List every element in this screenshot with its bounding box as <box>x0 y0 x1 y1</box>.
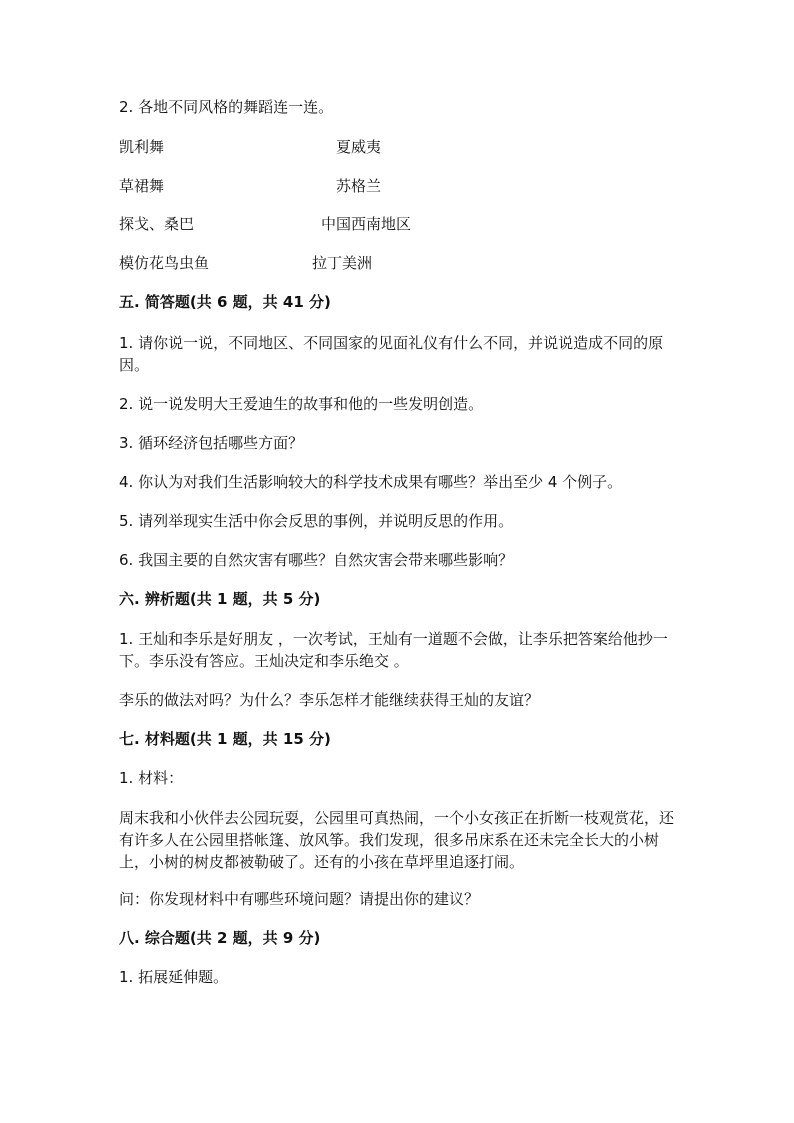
match-left-4: 模仿花鸟虫鱼 <box>119 254 210 272</box>
section-5-question-3: 3. 循环经济包括哪些方面？ <box>119 434 304 452</box>
section-8-heading: 八. 综合题(共 2 题，共 9 分) <box>119 929 321 947</box>
match-right-1: 夏威夷 <box>336 138 382 156</box>
section-7-question: 问：你发现材料中有哪些环境问题？请提出你的建议？ <box>119 890 480 908</box>
section-6-question-1: 1. 王灿和李乐是好朋友 ，一次考试，王灿有一道题不会做，让李乐把答案给他抄一下。李乐没有答应。王灿决定和李乐绝交 。 <box>119 630 668 670</box>
match-right-3: 中国西南地区 <box>321 215 412 233</box>
section-5-question-2: 2. 说一说发明大王爱迪生的故事和他的一些发明创造。 <box>119 395 484 413</box>
section-7-heading: 七. 材料题(共 1 题，共 15 分) <box>119 730 331 748</box>
section-6-question-1-followup: 李乐的做法对吗？为什么？李乐怎样才能继续获得王灿的友谊？ <box>119 691 540 709</box>
match-left-1: 凯利舞 <box>119 138 165 156</box>
section-5-heading: 五. 简答题(共 6 题，共 41 分) <box>119 293 331 311</box>
match-right-4: 拉丁美洲 <box>312 254 373 272</box>
match-right-2: 苏格兰 <box>336 177 382 195</box>
section-7-material-text: 周末我和小伙伴去公园玩耍，公园里可真热闹，一个小女孩正在折断一枝观赏花，还有许多人在公园里搭帐篷、放风筝。我们发现，很多吊床系在还未完全长大的小树上，小树的树皮都被勒破了。还有的小孩在草坪里追逐打闹。 <box>119 809 675 871</box>
section-5-question-5: 5. 请列举现实生活中你会反思的事例，并说明反思的作用。 <box>119 512 514 530</box>
section-5-question-4: 4. 你认为对我们生活影响较大的科学技术成果有哪些？举出至少 4 个例子。 <box>119 473 623 491</box>
section-5-question-1: 1. 请你说一说，不同地区、不同国家的见面礼仪有什么不同，并说说造成不同的原因。 <box>119 334 664 374</box>
section-7-question-1-label: 1. 材料： <box>119 769 184 787</box>
question-2-title: 2. 各地不同风格的舞蹈连一连。 <box>119 98 334 116</box>
match-left-3: 探戈、桑巴 <box>119 215 195 233</box>
section-5-question-6: 6. 我国主要的自然灾害有哪些？自然灾害会带来哪些影响？ <box>119 551 514 569</box>
match-left-2: 草裙舞 <box>119 177 165 195</box>
section-8-question-1: 1. 拓展延伸题。 <box>119 968 229 986</box>
section-6-heading: 六. 辨析题(共 1 题，共 5 分) <box>119 590 321 608</box>
